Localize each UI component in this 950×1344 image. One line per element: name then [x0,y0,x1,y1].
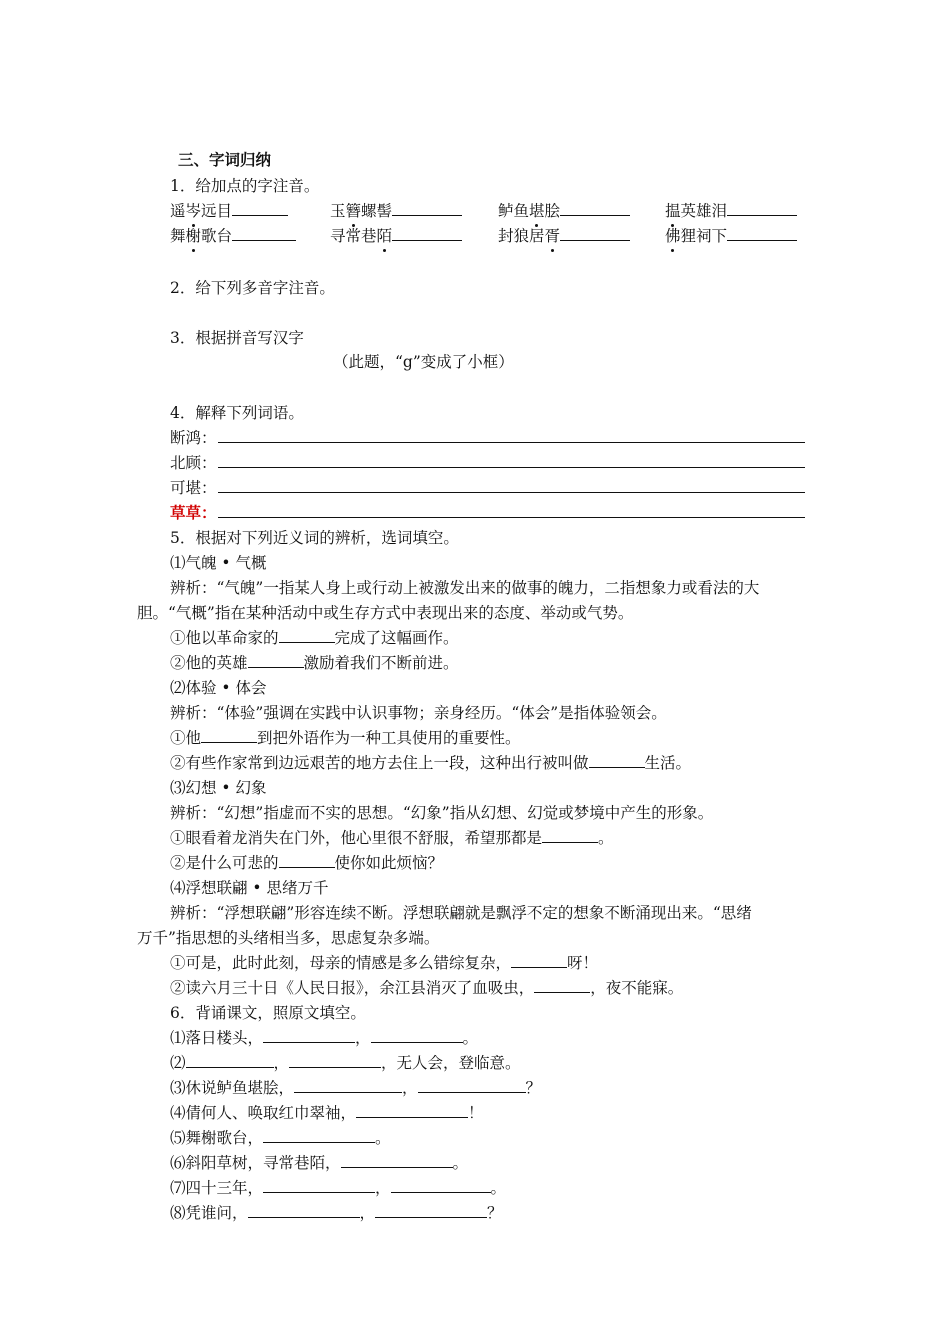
q5-g2-sentence-2: ②有些作家常到边远艰苦的地方去住上一段，这种出行被叫做 生活。 [170,754,692,772]
answer-blank[interactable] [371,1028,463,1043]
q1-row-1 [0,201,950,223]
q5-g1-sentence-1: ①他以革命家的 完成了这幅画作。 [170,629,459,647]
answer-blank[interactable] [392,226,462,241]
q4-title: 4．解释下列词语。 [170,404,304,422]
q1-item: 佛狸祠下 [665,226,797,246]
q6-item-2: ⑵ ， ，无人会，登临意。 [170,1054,521,1072]
q1-item: 揾英雄泪 [665,201,797,221]
q6-item-1: ⑴落日楼头， ， 。 [170,1029,479,1047]
q1-item: 寻常巷陌 [330,226,462,246]
answer-blank[interactable] [391,1178,491,1193]
answer-blank[interactable] [418,1078,526,1093]
answer-blank[interactable] [248,1203,360,1218]
q5-group-4-head: ⑷浮想联翩 • 思绪万千 [170,879,329,897]
q5-group-1-head: ⑴气魄 • 气概 [170,554,267,572]
q6-item-7: ⑺四十三年， ， 。 [170,1179,507,1197]
answer-blank[interactable] [201,728,257,743]
answer-blank[interactable] [534,978,590,993]
q4-term-1: 断鸿： [170,429,217,447]
answer-blank[interactable] [560,201,630,216]
q2-title: 2．给下列多音字注音。 [170,279,335,297]
answer-blank[interactable] [727,226,797,241]
q5-group-4-analysis: 辨析：“浮想联翩”形容连续不断。浮想联翩就是飘浮不定的想象不断涌现出来。“思绪 [170,904,752,922]
answer-blank[interactable] [289,1053,381,1068]
q6-item-8: ⑻凭谁问， ， ？ [170,1204,503,1222]
q6-item-6: ⑹斜阳草树，寻常巷陌， 。 [170,1154,469,1172]
answer-blank[interactable] [375,1203,487,1218]
answer-blank[interactable] [392,201,462,216]
q1-title: 1．给加点的字注音。 [170,177,320,195]
q6-item-4: ⑷倩何人、唤取红巾翠袖， ！ [170,1104,484,1122]
q4-term-4: 草草： [170,503,217,522]
answer-blank[interactable] [279,628,335,643]
answer-blank[interactable] [727,201,797,216]
answer-blank[interactable] [511,953,567,968]
q4-term-3: 可堪： [170,479,217,497]
q5-group-3-analysis: 辨析：“幻想”指虚而不实的思想。“幻象”指从幻想、幻觉或梦境中产生的形象。 [170,804,714,822]
answer-blank[interactable] [356,1103,468,1118]
q4-term-2: 北顾： [170,454,217,472]
answer-blank[interactable] [263,1128,375,1143]
q3-note: （此题，“g”变成了小框） [333,353,514,371]
q6-item-5: ⑸舞榭歌台， 。 [170,1129,391,1147]
q5-title: 5．根据对下列近义词的辨析，选词填空。 [170,529,459,547]
answer-blank[interactable] [279,853,335,868]
q6-title: 6．背诵课文，照原文填空。 [170,1004,366,1022]
q5-group-4-analysis-cont: 万千”指思想的头绪相当多，思虑复杂多端。 [137,929,440,947]
q1-row-2 [0,226,950,248]
q5-g1-sentence-2: ②他的英雄 激励着我们不断前进。 [170,654,459,672]
definition-line[interactable] [218,441,805,443]
q6-item-3: ⑶休说鲈鱼堪脍， ， ？ [170,1079,542,1097]
q5-group-1-analysis: 辨析：“气魄”一指某人身上或行动上被激发出来的做事的魄力，二指想象力或看法的大 [170,579,760,597]
section-title: 三、字词归纳 [178,150,272,169]
q5-group-2-analysis: 辨析：“体验”强调在实践中认识事物；亲身经历。“体会”是指体验领会。 [170,704,667,722]
definition-line[interactable] [218,516,805,518]
q5-group-1-analysis-cont: 胆。“气概”指在某种活动中或生存方式中表现出来的态度、举动或气势。 [137,604,634,622]
definition-line[interactable] [218,466,805,468]
answer-blank[interactable] [186,1053,274,1068]
q5-g3-sentence-1: ①眼看着龙消失在门外，他心里很不舒服，希望那都是 。 [170,829,614,847]
q5-g3-sentence-2: ②是什么可悲的 使你如此烦恼？ [170,854,444,872]
q5-g4-sentence-1: ①可是，此时此刻，母亲的情感是多么错综复杂， 呀！ [170,954,599,972]
answer-blank[interactable] [560,226,630,241]
answer-blank[interactable] [263,1028,355,1043]
q1-item: 鲈鱼堪脍 [498,201,630,221]
answer-blank[interactable] [294,1078,402,1093]
answer-blank[interactable] [263,1178,375,1193]
q3-title: 3．根据拼音写汉字 [170,329,304,347]
q5-group-2-head: ⑵体验 • 体会 [170,679,267,697]
answer-blank[interactable] [589,753,645,768]
q1-item: 遥岑远目 [170,201,288,221]
q1-item: 玉簪螺髻 [330,201,462,221]
q1-item: 封狼居胥 [498,226,630,246]
answer-blank[interactable] [542,828,598,843]
answer-blank[interactable] [248,653,304,668]
answer-blank[interactable] [232,201,288,216]
answer-blank[interactable] [232,226,296,241]
q5-group-3-head: ⑶幻想 • 幻象 [170,779,267,797]
answer-blank[interactable] [341,1153,453,1168]
q5-g2-sentence-1: ①他 到把外语作为一种工具使用的重要性。 [170,729,521,747]
q5-g4-sentence-2: ②读六月三十日《人民日报》，余江县消灭了血吸虫， ，夜不能寐。 [170,979,684,997]
q1-item: 舞榭歌台 [170,226,296,246]
definition-line[interactable] [218,491,805,493]
